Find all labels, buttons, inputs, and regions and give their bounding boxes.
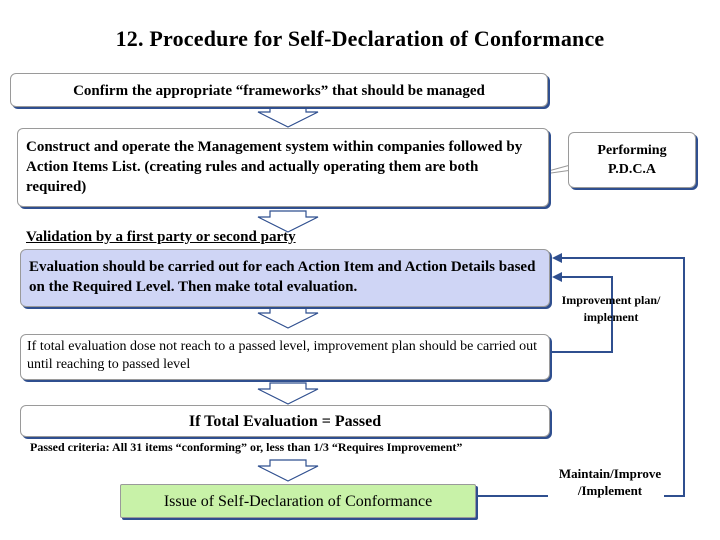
pdca-callout — [568, 132, 696, 188]
evaluation-step — [20, 249, 550, 307]
improvement-step — [20, 334, 550, 380]
loop-arrowhead-1 — [552, 272, 562, 282]
construct-system-text: Construct and operate the Management system within companies followed by Action Items List. (creating rules and actually operating them are both required) — [26, 139, 523, 195]
pdca-line2: P.D.C.A — [607, 162, 657, 177]
improvement-text: If total evaluation dose not reach to a passed level, improvement plan should be carried out until reaching to passed level — [27, 339, 538, 372]
page-title: 12. Procedure for Self-Declaration of Conformance — [115, 26, 605, 51]
improvement-plan-label: Improvement plan/ implement — [561, 293, 661, 324]
down-arrow-3 — [258, 307, 318, 328]
construct-system-step — [17, 128, 549, 207]
pdca-line1: Performing — [597, 143, 667, 158]
passed-criteria-note: Passed criteria: All 31 items “conforming” or, less than 1/3 “Requires Improvement” — [30, 440, 463, 454]
maintain-improve-label: Maintain/Improve /Implement — [558, 466, 662, 498]
validation-heading: Validation by a first party or second party — [26, 229, 296, 245]
down-arrow-1 — [258, 106, 318, 127]
passed-text: If Total Evaluation = Passed — [188, 413, 382, 430]
issue-declaration-step — [120, 484, 476, 518]
evaluation-text: Evaluation should be carried out for each Action Item and Action Details based on the Required Level. Then make total evaluation. — [29, 259, 536, 295]
passed-step — [20, 405, 550, 437]
issue-declaration-text: Issue of Self-Declaration of Conformance — [163, 493, 433, 510]
confirm-frameworks-step — [10, 73, 548, 107]
down-arrow-5 — [258, 460, 318, 481]
confirm-frameworks-text: Confirm the appropriate “frameworks” that should be managed — [73, 83, 485, 99]
down-arrow-4 — [258, 383, 318, 404]
loop-arrowhead-2 — [552, 253, 562, 263]
